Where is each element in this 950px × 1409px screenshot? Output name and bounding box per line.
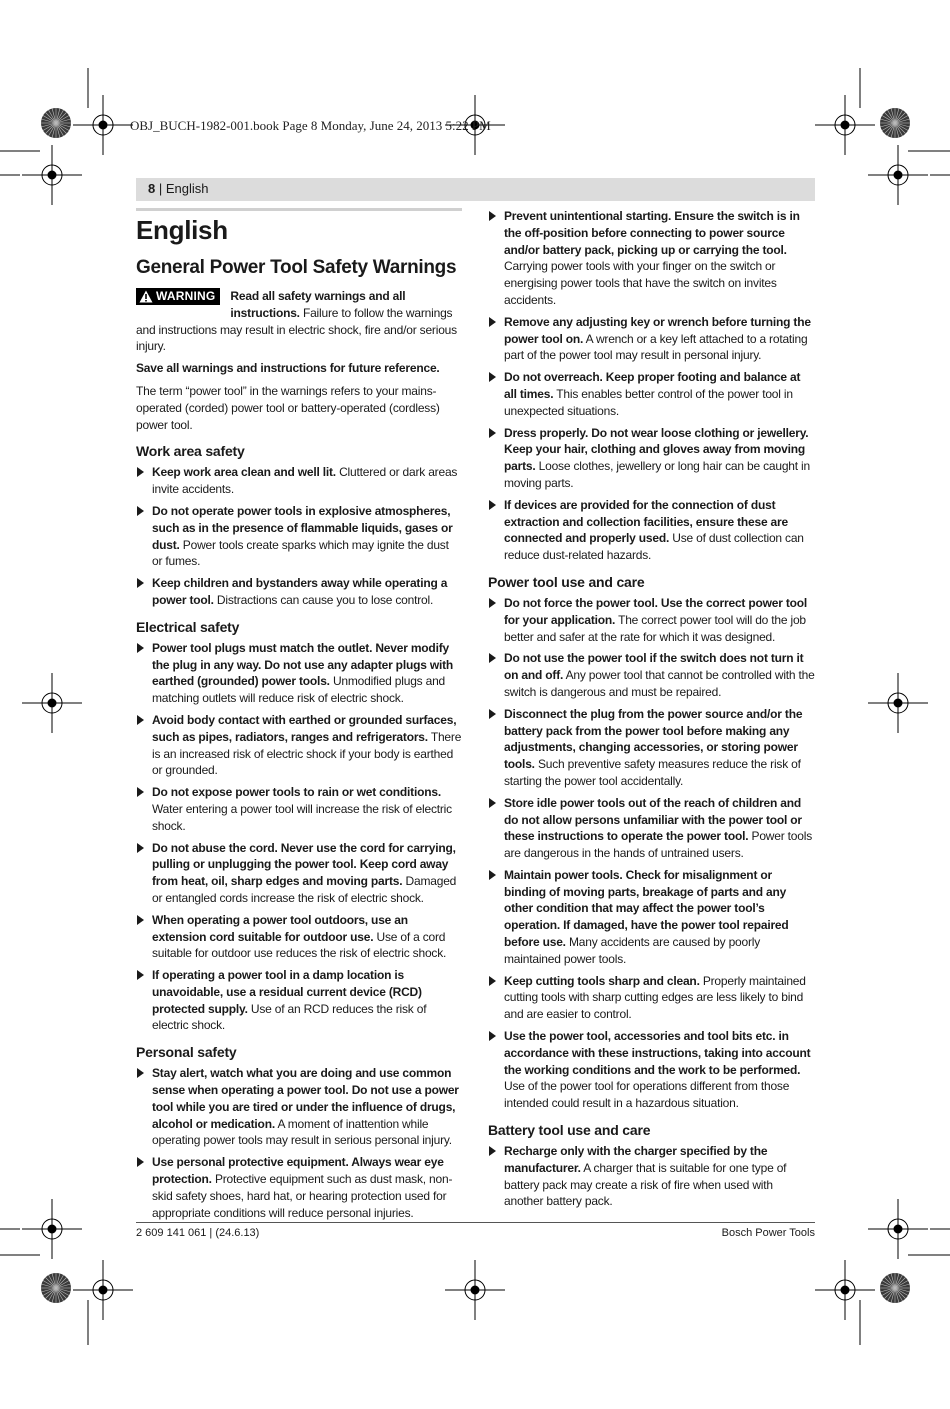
bullet-arrow-icon bbox=[137, 970, 144, 980]
bullet-arrow-icon bbox=[137, 1068, 144, 1078]
safety-item bbox=[136, 712, 462, 779]
item-bold: If devices are provided for the connection of dust extraction and collection facilities, ensure these are connected and properly used. bbox=[504, 497, 788, 546]
bullet-arrow-icon bbox=[489, 1146, 496, 1156]
bullet-arrow-icon bbox=[489, 500, 496, 510]
left-column bbox=[136, 208, 462, 1226]
warning-text: Failure to follow the warnings and instructions may result in electric shock, fire and/or serious injury. bbox=[136, 305, 457, 354]
item-bold: Store idle power tools out of the reach of children and do not allow persons unfamiliar with the power tool or these instructions to operate the power tool. bbox=[504, 795, 802, 844]
crosshair-target-icon bbox=[868, 145, 928, 205]
crosshair-target-icon bbox=[73, 1260, 133, 1320]
item-bold: Power tool plugs must match the outlet. Never modify the plug in any way. Do not use any adapter plugs with earthed (grounded) power tools. bbox=[152, 640, 454, 689]
item-text: Any power tool that cannot be controlled with the switch is dangerous and must be repaired. bbox=[504, 668, 815, 699]
bullet-arrow-icon bbox=[489, 1031, 496, 1041]
warning-triangle-icon bbox=[139, 290, 153, 303]
safety-item bbox=[136, 464, 462, 498]
section-title: General Power Tool Safety Warnings bbox=[136, 257, 457, 278]
save-note: Save all warnings and instructions for future reference. bbox=[136, 361, 440, 376]
left-sections bbox=[136, 442, 462, 1221]
item-list bbox=[136, 464, 462, 608]
bullet-arrow-icon bbox=[137, 578, 144, 588]
safety-item bbox=[488, 314, 815, 364]
subsection-heading: Personal safety bbox=[136, 1044, 237, 1061]
item-list bbox=[488, 595, 815, 1112]
item-text: Unmodified plugs and matching outlets will reduce risk of electric shock. bbox=[152, 674, 446, 706]
bullet-arrow-icon bbox=[489, 798, 496, 808]
safety-item bbox=[488, 1143, 815, 1210]
sunburst-mark-icon bbox=[41, 1273, 71, 1303]
safety-item bbox=[136, 967, 462, 1034]
page-title: English bbox=[136, 215, 228, 245]
crosshair-target-icon bbox=[815, 1260, 875, 1320]
bullet-arrow-icon bbox=[137, 843, 144, 853]
header-language: English bbox=[165, 181, 209, 196]
footer-rule bbox=[136, 1222, 815, 1223]
item-text: Cluttered or dark areas invite accidents. bbox=[152, 465, 458, 497]
bullet-arrow-icon bbox=[137, 715, 144, 725]
header-text: 8 | English bbox=[148, 181, 209, 196]
item-list bbox=[136, 1065, 462, 1221]
item-list bbox=[488, 1143, 815, 1210]
item-bold: Maintain power tools. Check for misalignment or binding of moving parts, breakage of parts and any other condition that may affect the power tool’s operation. If damaged, have the power tool repaired before use. bbox=[504, 867, 789, 950]
crosshair-target-icon bbox=[445, 1260, 505, 1320]
safety-item bbox=[136, 784, 462, 834]
item-text: Many accidents are caused by poorly maintained power tools. bbox=[504, 935, 761, 966]
subsection-heading: Power tool use and care bbox=[488, 573, 645, 590]
bullet-arrow-icon bbox=[137, 506, 144, 516]
warning-badge bbox=[136, 288, 220, 305]
item-text: Loose clothes, jewellery or long hair can be caught in moving parts. bbox=[504, 459, 810, 490]
item-text: Properly maintained cutting tools with sharp cutting edges are less likely to bind and are easier to control. bbox=[504, 973, 806, 1022]
sunburst-mark-icon bbox=[880, 1273, 910, 1303]
safety-item bbox=[136, 912, 462, 962]
item-text: Power tools create sparks which may ignite the dust or fumes. bbox=[152, 537, 449, 569]
subsection-heading: Work area safety bbox=[136, 443, 245, 460]
item-bold: Avoid body contact with earthed or grounded surfaces, such as pipes, radiators, ranges and refrigerators. bbox=[152, 712, 457, 744]
crosshair-target-icon bbox=[73, 95, 133, 155]
bullet-arrow-icon bbox=[489, 870, 496, 880]
item-bold: Disconnect the plug from the power source and/or the battery pack from the power tool before making any adjustments, changing accessories, or storing power tools. bbox=[504, 706, 803, 772]
sunburst-mark-icon bbox=[880, 108, 910, 138]
item-bold: Do not operate power tools in explosive atmospheres, such as in the presence of flammable liquids, gases or dust. bbox=[152, 503, 453, 552]
item-bold: Use personal protective equipment. Always wear eye protection. bbox=[152, 1155, 444, 1187]
bullet-arrow-icon bbox=[137, 643, 144, 653]
footer-doc-number: 2 609 141 061 | (24.6.13) bbox=[136, 1227, 260, 1239]
item-text: Use of dust collection can reduce dust-related hazards. bbox=[504, 531, 804, 563]
safety-item bbox=[488, 369, 815, 419]
column-rule bbox=[136, 208, 462, 211]
item-text: Damaged or entangled cords increase the risk of electric shock. bbox=[152, 874, 457, 905]
item-text: Use of the power tool for operations different from those intended could result in a hazardous situation. bbox=[504, 1079, 790, 1111]
item-text: The correct power tool will do the job better and safer at the rate for which it was designed. bbox=[504, 612, 806, 644]
bullet-arrow-icon bbox=[489, 653, 496, 663]
safety-item bbox=[488, 650, 815, 700]
bullet-arrow-icon bbox=[489, 598, 496, 608]
crosshair-target-icon bbox=[22, 673, 82, 733]
personal-safety-continued bbox=[488, 208, 815, 564]
print-slug: OBJ_BUCH-1982-001.book Page 8 Monday, June 24, 2013 5:22 PM bbox=[130, 118, 491, 133]
item-bold: Do not force the power tool. Use the correct power tool for your application. bbox=[504, 595, 808, 627]
sunburst-mark-icon bbox=[41, 108, 71, 138]
subsection-heading: Electrical safety bbox=[136, 618, 240, 635]
item-bold: Dress properly. Do not wear loose clothing or jewellery. Keep your hair, clothing and gloves away from moving parts. bbox=[504, 425, 809, 474]
safety-item bbox=[488, 867, 815, 968]
safety-item bbox=[488, 595, 815, 645]
item-text: Such preventive safety measures reduce the risk of starting the power tool accidentally. bbox=[504, 757, 801, 788]
crosshair-target-icon bbox=[22, 145, 82, 205]
bullet-arrow-icon bbox=[489, 317, 496, 327]
item-bold: Stay alert, watch what you are doing and use common sense when operating a power tool. Do not use a power tool while you are tired or under the influence of drugs, alcohol or medication. bbox=[152, 1066, 459, 1131]
safety-item bbox=[136, 575, 462, 609]
item-list bbox=[136, 640, 462, 1035]
term-note: The term “power tool” in the warnings refers to your mains-operated (corded) power tool or battery-operated (cordless) power tool. bbox=[136, 383, 440, 432]
safety-item bbox=[488, 208, 815, 309]
item-bold: Keep work area clean and well lit. bbox=[152, 465, 336, 480]
safety-item bbox=[136, 503, 462, 570]
safety-item bbox=[488, 795, 815, 862]
warning-bold: Read all safety warnings and all instructions. bbox=[230, 289, 406, 320]
page-header bbox=[136, 178, 815, 201]
bullet-arrow-icon bbox=[489, 211, 496, 221]
item-bold: Do not expose power tools to rain or wet conditions. bbox=[152, 785, 441, 800]
bullet-arrow-icon bbox=[489, 428, 496, 438]
item-bold: Keep cutting tools sharp and clean. bbox=[504, 973, 700, 988]
item-text: This enables better control of the power tool in unexpected situations. bbox=[504, 386, 793, 418]
bullet-arrow-icon bbox=[137, 915, 144, 925]
bullet-arrow-icon bbox=[137, 1157, 144, 1167]
item-text: A wrench or a key left attached to a rotating part of the power tool may result in personal injury. bbox=[504, 331, 808, 363]
right-column bbox=[488, 208, 815, 1215]
safety-item bbox=[488, 425, 815, 492]
safety-item bbox=[136, 1065, 462, 1149]
item-bold: Do not overreach. Keep proper footing and balance at all times. bbox=[504, 370, 801, 401]
safety-item bbox=[488, 1028, 815, 1112]
warning-badge-label: WARNING bbox=[156, 289, 216, 303]
item-text: Water entering a power tool will increase the risk of electric shock. bbox=[152, 801, 452, 833]
bullet-arrow-icon bbox=[489, 372, 496, 382]
footer-brand: Bosch Power Tools bbox=[721, 1227, 815, 1239]
item-text: A charger that is suitable for one type of battery pack may create a risk of fire when used with another battery pack. bbox=[504, 1160, 787, 1209]
safety-item bbox=[488, 706, 815, 790]
bullet-arrow-icon bbox=[489, 976, 496, 986]
item-bold: Prevent unintentional starting. Ensure the switch is in the off-position before connecting to power source and/or battery pack, picking up or carrying the tool. bbox=[504, 209, 800, 257]
safety-item bbox=[136, 1154, 462, 1221]
item-bold: Do not use the power tool if the switch does not turn it on and off. bbox=[504, 651, 804, 683]
item-bold: If operating a power tool in a damp location is unavoidable, use a residual current device (RCD) protected supply. bbox=[152, 968, 422, 1016]
safety-item bbox=[136, 840, 462, 907]
crosshair-target-icon bbox=[815, 95, 875, 155]
item-text: A moment of inattention while operating power tools may result in serious personal injury. bbox=[152, 1116, 452, 1148]
safety-item bbox=[136, 640, 462, 707]
crosshair-target-icon bbox=[868, 673, 928, 733]
item-text: Protective equipment such as dust mask, non-skid safety shoes, hard hat, or hearing protection used for appropriate conditions will reduce personal injuries. bbox=[152, 1172, 453, 1220]
subsection-heading: Battery tool use and care bbox=[488, 1122, 651, 1139]
item-bold: Keep children and bystanders away while operating a power tool. bbox=[152, 576, 448, 607]
item-text: Distractions can cause you to lose control. bbox=[213, 592, 434, 607]
safety-item bbox=[488, 973, 815, 1023]
item-text: Use of a cord suitable for outdoor use reduces the risk of electric shock. bbox=[152, 929, 447, 961]
crosshair-target-icon bbox=[22, 1199, 82, 1259]
bullet-arrow-icon bbox=[137, 787, 144, 797]
item-bold: Recharge only with the charger specified by the manufacturer. bbox=[504, 1144, 768, 1175]
safety-item bbox=[488, 497, 815, 564]
item-bold: When operating a power tool outdoors, use an extension cord suitable for outdoor use. bbox=[152, 912, 408, 944]
crosshair-target-icon bbox=[868, 1199, 928, 1259]
item-text: There is an increased risk of electric shock if your body is earthed or grounded. bbox=[152, 729, 462, 778]
item-text: Use of an RCD reduces the risk of electric shock. bbox=[152, 1001, 427, 1033]
item-text: Power tools are dangerous in the hands of untrained users. bbox=[504, 829, 813, 861]
warning-block bbox=[136, 288, 462, 355]
right-sections bbox=[488, 573, 815, 1210]
item-bold: Use the power tool, accessories and tool bits etc. in accordance with these instructions, taking into account the working conditions and the work to be performed. bbox=[504, 1029, 811, 1077]
item-bold: Remove any adjusting key or wrench before turning the power tool on. bbox=[504, 314, 811, 346]
bullet-arrow-icon bbox=[137, 467, 144, 477]
item-bold: Do not abuse the cord. Never use the cord for carrying, pulling or unplugging the power tool. Keep cord away from heat, oil, sharp edges and moving parts. bbox=[152, 840, 456, 889]
item-text: Carrying power tools with your finger on the switch or energising power tools that have the switch on invites accidents. bbox=[504, 259, 777, 307]
page-number: 8 bbox=[148, 181, 156, 196]
bullet-arrow-icon bbox=[489, 709, 496, 719]
